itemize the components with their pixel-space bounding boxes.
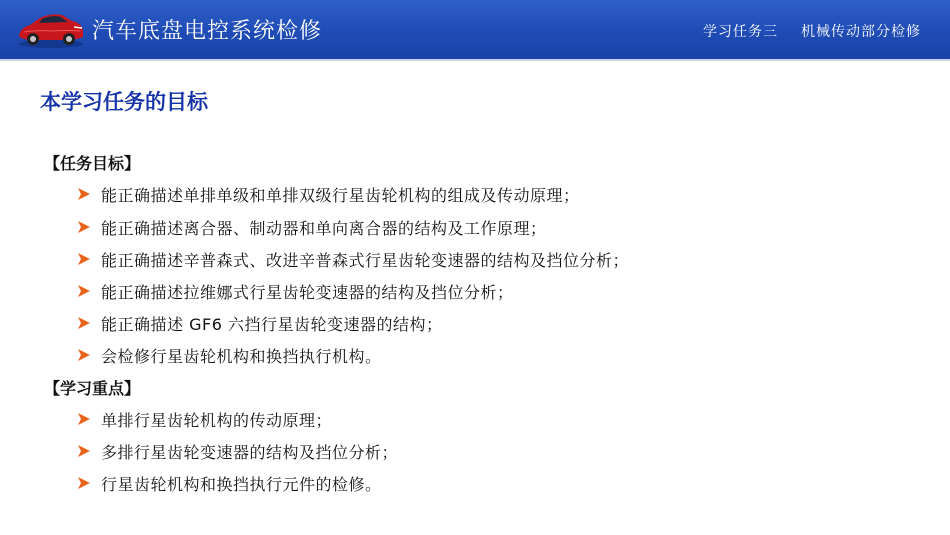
page-title: 本学习任务的目标 [40,90,208,114]
section-label: 机械传动部分检修 [801,24,921,40]
list-item-text: 能正确描述辛普森式、改进辛普森式行星齿轮变速器的结构及挡位分析； [101,250,630,270]
list-item [76,311,442,335]
list-item-text: 单排行星齿轮机构的传动原理； [101,410,333,430]
header-bar [0,0,950,59]
task-label: 学习任务三 [703,24,778,40]
list-item-text: 会检修行星齿轮机构和换挡执行机构。 [101,346,382,366]
arrow-bullet-icon [76,475,92,491]
arrow-bullet-icon [76,443,92,459]
list-item-text: 能正确描述拉维娜式行星齿轮变速器的结构及挡位分析； [101,282,514,302]
arrow-bullet-icon [76,347,92,363]
arrow-bullet-icon [76,411,92,427]
arrow-bullet-icon [76,219,92,235]
arrow-bullet-icon [76,186,92,202]
arrow-bullet-icon [76,283,92,299]
list-item [76,247,629,271]
car-logo-icon [16,6,86,50]
list-item-text: 能正确描述单排单级和单排双级行星齿轮机构的组成及传动原理； [101,185,580,205]
list-item-text: 能正确描述离合器、制动器和单向离合器的结构及工作原理； [101,218,547,238]
list-item [76,343,382,367]
list-item [76,215,547,239]
list-item-text: 多排行星齿轮变速器的结构及挡位分析； [101,442,399,462]
arrow-bullet-icon [76,315,92,331]
list-item-text: 能正确描述 GF6 六挡行星齿轮变速器的结构； [101,314,443,334]
app-title: 汽车底盘电控系统检修 [92,19,323,44]
group-heading-key-points: 【学习重点】 [44,379,141,398]
list-item [76,407,332,431]
list-item [76,439,398,463]
header-divider [0,59,950,61]
list-item [76,471,382,495]
list-item [76,279,514,303]
list-item-text: 行星齿轮机构和换挡执行元件的检修。 [101,474,382,494]
group-heading-task-goals: 【任务目标】 [44,154,141,173]
arrow-bullet-icon [76,251,92,267]
list-item [76,182,580,206]
